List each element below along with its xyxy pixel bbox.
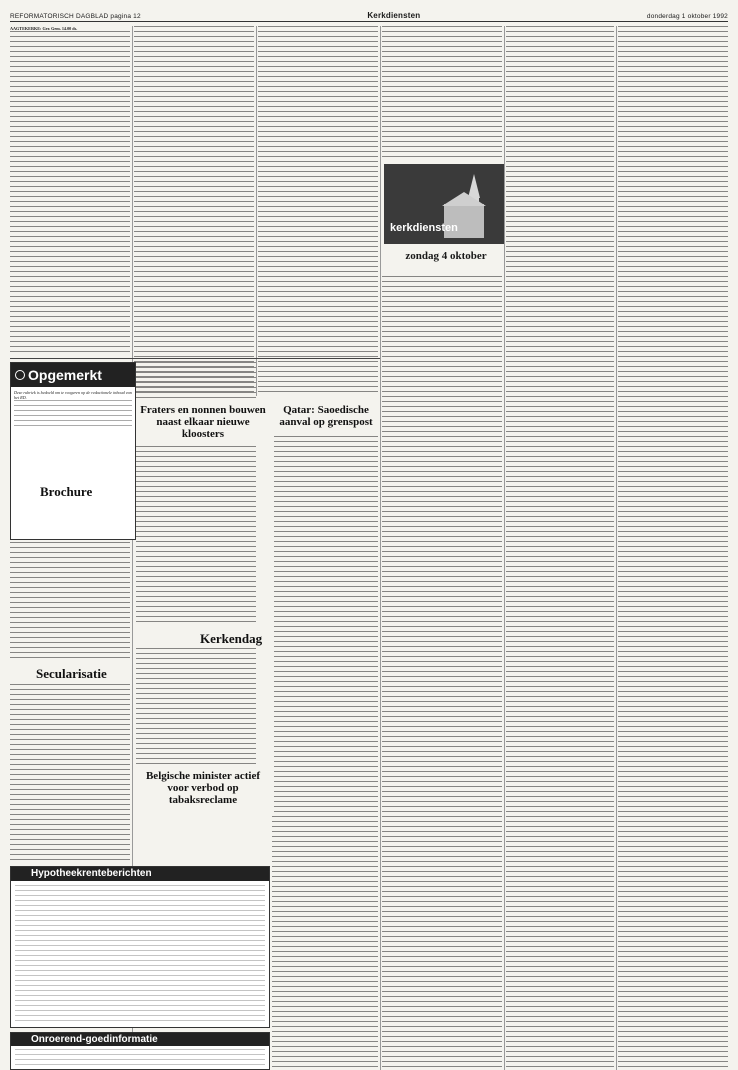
belgische-heading: Belgische minister actief voor verbod op tabaksreclame	[145, 770, 261, 806]
masthead-left: REFORMATORISCH DAGBLAD pagina 12	[10, 13, 141, 20]
secularisatie-text	[10, 684, 130, 860]
qatar-text	[274, 436, 378, 812]
listing-column-2	[134, 26, 254, 396]
listing-column-4b	[382, 276, 502, 1070]
listing-column-6	[618, 26, 728, 1070]
content-grid	[10, 26, 728, 1070]
church-photo-caption: zondag 4 oktober	[405, 250, 487, 262]
fraters-heading: Fraters en nonnen bouwen naast elkaar nieuwe kloosters	[140, 404, 266, 440]
hypotheek-body	[15, 885, 265, 1023]
hypotheek-table	[10, 866, 270, 1028]
secularisatie-heading: Secularisatie	[36, 666, 107, 681]
church-photo	[384, 164, 504, 244]
listing-column-4a	[382, 26, 502, 158]
kerkendag-heading: Kerkendag	[200, 631, 263, 646]
masthead-date: donderdag 1 oktober 1992	[646, 13, 728, 20]
listing-column-5	[506, 26, 614, 1070]
qatar-heading: Qatar: Saoedische aanval op grenspost	[279, 404, 373, 428]
opgemerkt-box	[10, 362, 136, 540]
listing-text	[10, 31, 130, 356]
onroerend-heading: Onroerend-goedinformatie	[11, 1033, 269, 1046]
church-photo-label: kerkdiensten	[390, 222, 458, 234]
opgemerkt-continued	[136, 362, 256, 398]
onroerend-table	[10, 1032, 270, 1070]
opgemerkt-icon	[15, 370, 25, 380]
masthead	[10, 6, 728, 22]
opgemerkt-letters	[10, 542, 130, 662]
kerkendag-text	[136, 648, 256, 766]
belgische-text	[272, 816, 378, 1070]
fraters-text	[136, 446, 256, 626]
brochure-heading: Brochure	[40, 484, 93, 499]
listing-lead: AAGTEKERKE: Ger. Gem. 14.00 ds.	[10, 26, 78, 31]
listing-column-1	[10, 26, 130, 356]
masthead-section: Kerkdiensten	[367, 11, 421, 20]
opgemerkt-title: Opgemerkt	[28, 367, 102, 383]
listing-column-3	[258, 26, 378, 396]
hypotheek-heading: Hypotheekrenteberichten	[11, 867, 269, 881]
opgemerkt-intro	[11, 387, 135, 431]
onroerend-body	[15, 1049, 265, 1066]
opgemerkt-intro-text: Deze rubriek is bedoeld om te reageren op de redactionele inhoud van het RD.	[14, 390, 132, 400]
opgemerkt-header	[11, 363, 135, 387]
